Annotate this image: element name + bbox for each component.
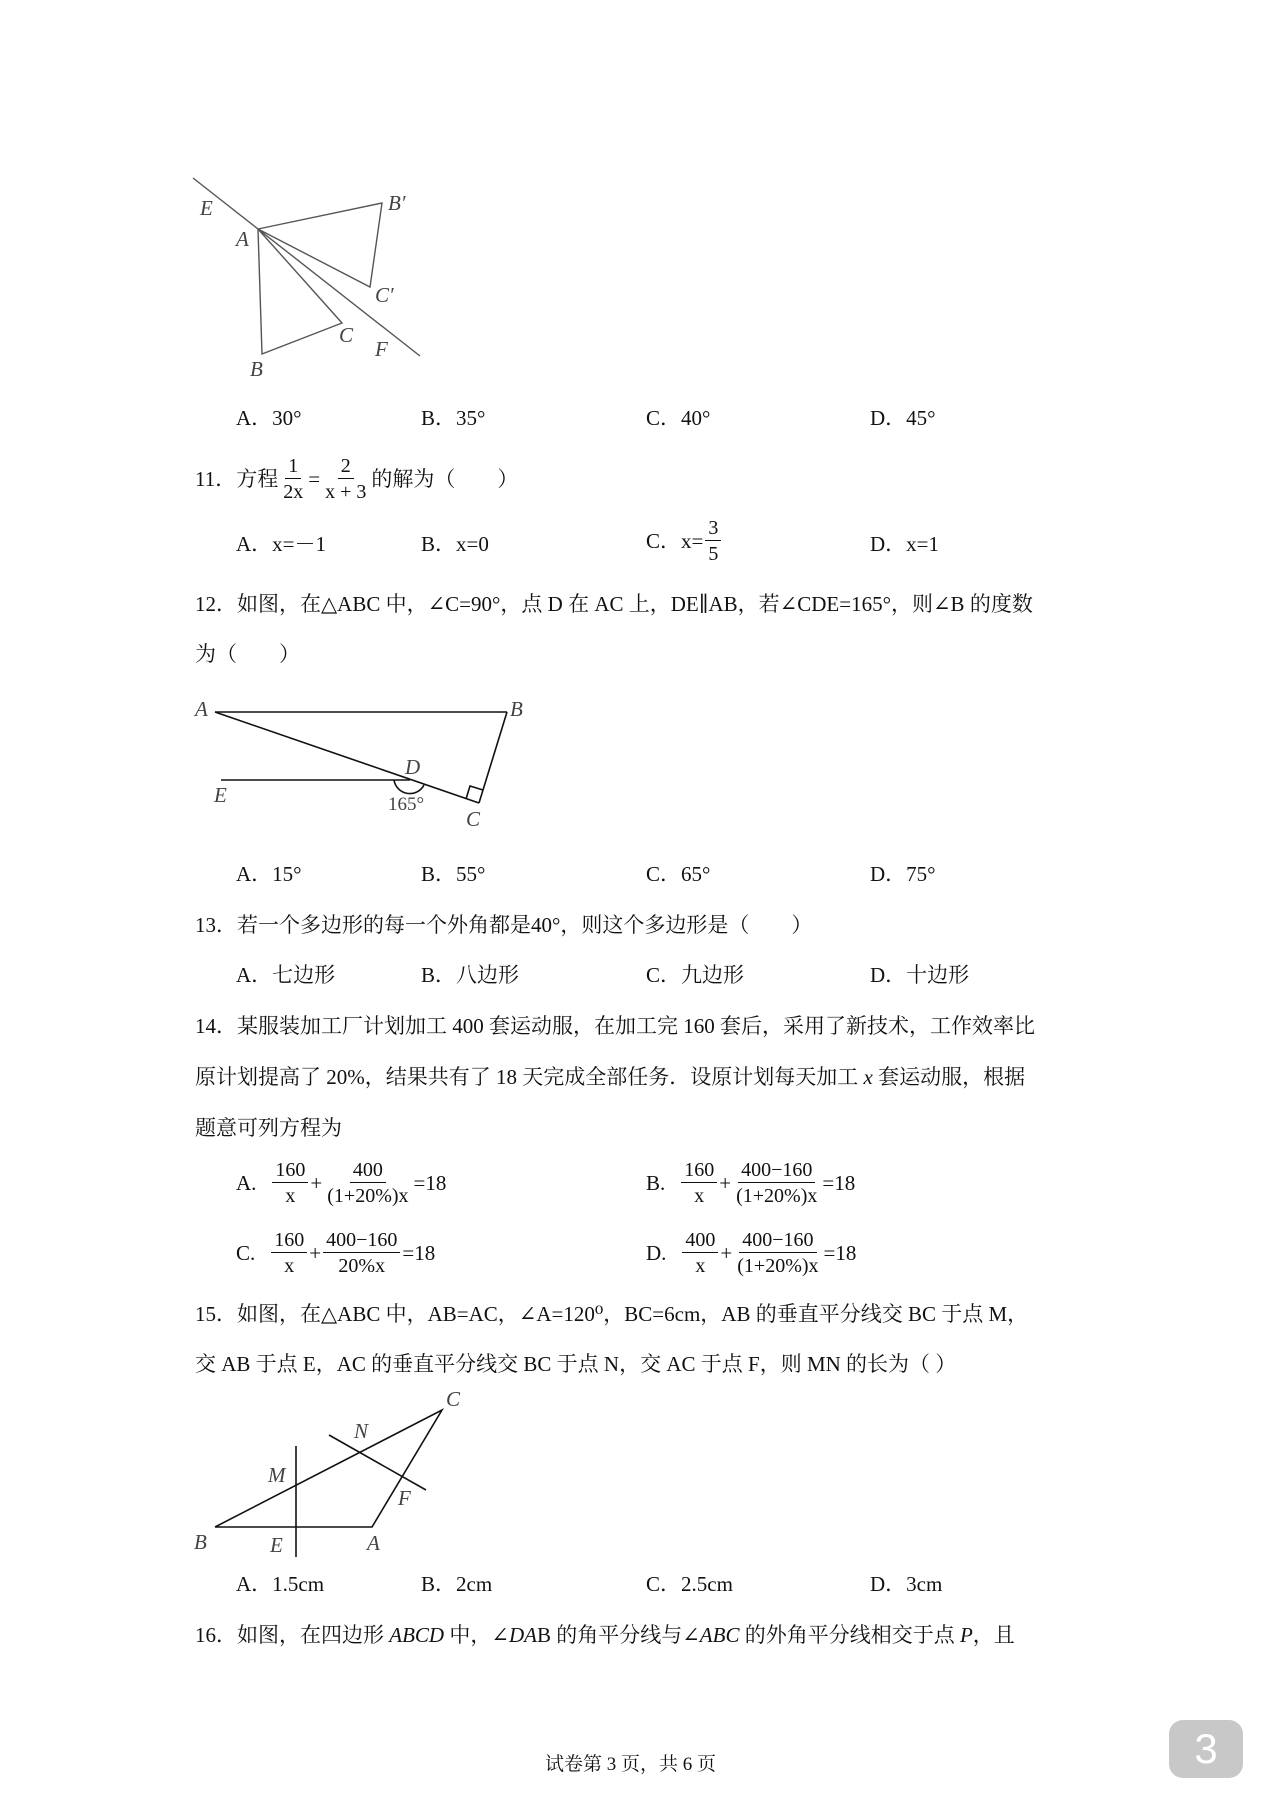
- q10-option-a[interactable]: A．30°: [236, 406, 302, 430]
- text: 原计划提高了 20%，结果共有了 18 天完成全部任务．设原计划每天加工: [195, 1065, 864, 1089]
- q14-option-a[interactable]: [236, 1160, 446, 1206]
- text: 套运动服，根据: [872, 1065, 1026, 1089]
- q10-option-c[interactable]: C．40°: [646, 406, 711, 430]
- plus: +: [310, 1170, 323, 1195]
- option-label: D.: [646, 1240, 667, 1265]
- q12-figure: [215, 712, 507, 803]
- q11-option-d[interactable]: D．x=1: [870, 532, 940, 556]
- label-A: A: [236, 227, 249, 251]
- q11-prefix: 11．方程: [195, 466, 279, 491]
- q14-option-d[interactable]: [646, 1230, 856, 1276]
- fraction-2: [734, 1230, 821, 1276]
- q12-option-d[interactable]: D．75°: [870, 862, 936, 886]
- text: DA: [508, 1623, 537, 1647]
- q13-option-c[interactable]: C．九边形: [646, 963, 745, 987]
- denominator: x: [285, 1185, 296, 1207]
- q13-option-b[interactable]: B．八边形: [421, 963, 520, 987]
- fraction-2: [323, 1230, 400, 1276]
- numerator: 2: [338, 456, 354, 479]
- q15-line1: 15．如图，在△ABC 中，AB=AC，∠A=120⁰，BC=6cm，AB 的垂直平分线交 BC 于点 M，: [195, 1302, 1029, 1326]
- page-number-badge: 3: [1169, 1720, 1243, 1778]
- label-E: E: [200, 196, 213, 220]
- fraction-1: [682, 1230, 718, 1276]
- denominator: x: [284, 1255, 295, 1277]
- q14-option-c[interactable]: [236, 1230, 435, 1276]
- q13-question: 13．若一个多边形的每一个外角都是40°，则这个多边形是（ ）: [195, 913, 813, 937]
- q12-labels: [193, 697, 523, 831]
- plus: +: [309, 1240, 322, 1265]
- numerator: 400: [682, 1230, 718, 1253]
- label-C: C: [446, 1387, 461, 1411]
- q11-option-b[interactable]: B．x=0: [421, 532, 489, 556]
- option-label: A.: [236, 1170, 257, 1195]
- label-E: E: [270, 1533, 283, 1557]
- q15-labels: [194, 1387, 461, 1557]
- q13-option-d[interactable]: D．十边形: [870, 963, 970, 987]
- denominator: (1+20%)x: [327, 1185, 409, 1207]
- denominator: x: [694, 1185, 705, 1207]
- text: P: [959, 1623, 973, 1647]
- label-B: B: [510, 697, 523, 721]
- q12-line2: 为（ ）: [195, 642, 300, 666]
- rhs: =18: [823, 1240, 857, 1265]
- label-E: E: [214, 783, 227, 807]
- q15-option-c[interactable]: C．2.5cm: [646, 1572, 733, 1596]
- label-C: C: [466, 807, 481, 831]
- plus: +: [720, 1240, 733, 1265]
- q14-line3: 题意可列方程为: [195, 1116, 342, 1140]
- option-label: B.: [646, 1170, 666, 1195]
- rhs: =18: [413, 1170, 447, 1195]
- numerator: 160: [272, 1160, 308, 1183]
- label-N: N: [354, 1419, 369, 1443]
- label-M: M: [268, 1463, 286, 1487]
- q15-option-a[interactable]: A．1.5cm: [236, 1572, 325, 1596]
- q12-option-b[interactable]: B．55°: [421, 862, 486, 886]
- q14-line1: 14．某服装加工厂计划加工 400 套运动服，在加工完 160 套后，采用了新技术，工作效率比: [195, 1014, 1035, 1038]
- numerator: 400: [350, 1160, 386, 1183]
- text: 的外角平分线相交于点: [739, 1623, 960, 1647]
- q11-option-a[interactable]: A．x=－1: [236, 532, 327, 556]
- denominator: 2x: [283, 481, 304, 503]
- option-c-fraction: [705, 518, 721, 564]
- q12-option-a[interactable]: A．15°: [236, 862, 302, 886]
- fraction-2: [324, 1160, 411, 1206]
- rhs: =18: [402, 1240, 436, 1265]
- denominator: 20%x: [338, 1255, 386, 1277]
- variable-x: x: [863, 1065, 873, 1089]
- q10-option-b[interactable]: B．35°: [421, 406, 486, 430]
- q11-rhs-fraction: [322, 456, 369, 502]
- option-label: C.: [236, 1240, 256, 1265]
- label-D: D: [405, 755, 421, 779]
- text: 16．如图，在四边形: [195, 1623, 390, 1647]
- numerator: 1: [285, 456, 301, 479]
- label-A: A: [367, 1531, 380, 1555]
- text: B 的角平分线与∠: [536, 1623, 700, 1647]
- q11-question: [195, 456, 518, 502]
- denominator: 5: [708, 543, 719, 565]
- label-angle: 165°: [388, 794, 425, 815]
- q15-option-b[interactable]: B．2cm: [421, 1572, 493, 1596]
- numerator: 160: [681, 1160, 717, 1183]
- equals: =: [308, 466, 321, 491]
- label-A: A: [195, 697, 208, 721]
- text: ABCD: [389, 1623, 445, 1647]
- label-C: C: [339, 323, 354, 347]
- text: ，且: [972, 1623, 1015, 1647]
- plus: +: [719, 1170, 732, 1195]
- numerator: 400−160: [739, 1230, 816, 1253]
- q15-line2: 交 AB 于点 E，AC 的垂直平分线交 BC 于点 N，交 AC 于点 F，则 MN 的长为（ ）: [195, 1352, 957, 1376]
- q14-line2: [195, 1067, 1025, 1088]
- label-B: B: [194, 1530, 207, 1554]
- text: ABC: [699, 1623, 740, 1647]
- q10-figure: [193, 178, 420, 356]
- label-F: F: [398, 1486, 411, 1510]
- q11-lhs-fraction: [280, 456, 306, 502]
- numerator: 3: [705, 518, 721, 541]
- fraction-1: [271, 1230, 307, 1276]
- rhs: =18: [822, 1170, 856, 1195]
- q11-suffix: 的解为（ ）: [371, 466, 519, 491]
- text: 中，∠: [444, 1623, 509, 1647]
- q15-figure: [215, 1410, 442, 1557]
- denominator: (1+20%)x: [736, 1185, 818, 1207]
- q15-option-d[interactable]: D．3cm: [870, 1572, 943, 1596]
- numerator: 400−160: [323, 1230, 400, 1253]
- numerator: 400−160: [738, 1160, 815, 1183]
- q10-option-d[interactable]: D．45°: [870, 406, 936, 430]
- label-F: F: [375, 337, 388, 361]
- q12-option-c[interactable]: C．65°: [646, 862, 711, 886]
- denominator: x: [695, 1255, 706, 1277]
- label-C-prime: C′: [375, 283, 394, 307]
- denominator: x + 3: [325, 481, 367, 503]
- q14-option-b[interactable]: [646, 1160, 855, 1206]
- fraction-1: [681, 1160, 717, 1206]
- q12-line1: 12．如图，在△ABC 中，∠C=90°，点 D 在 AC 上，DE∥AB，若∠CDE=165°，则∠B 的度数: [195, 592, 1033, 616]
- q11-option-c[interactable]: [646, 518, 723, 564]
- denominator: (1+20%)x: [737, 1255, 819, 1277]
- q13-option-a[interactable]: A．七边形: [236, 963, 336, 987]
- option-c-prefix: C．x=: [646, 528, 704, 553]
- label-B-prime: B′: [388, 191, 406, 215]
- page-footer: 试卷第 3 页，共 6 页: [545, 1754, 717, 1775]
- label-B: B: [250, 357, 263, 381]
- fraction-2: [733, 1160, 820, 1206]
- q16-line1: [195, 1625, 1015, 1646]
- numerator: 160: [271, 1230, 307, 1253]
- fraction-1: [272, 1160, 308, 1206]
